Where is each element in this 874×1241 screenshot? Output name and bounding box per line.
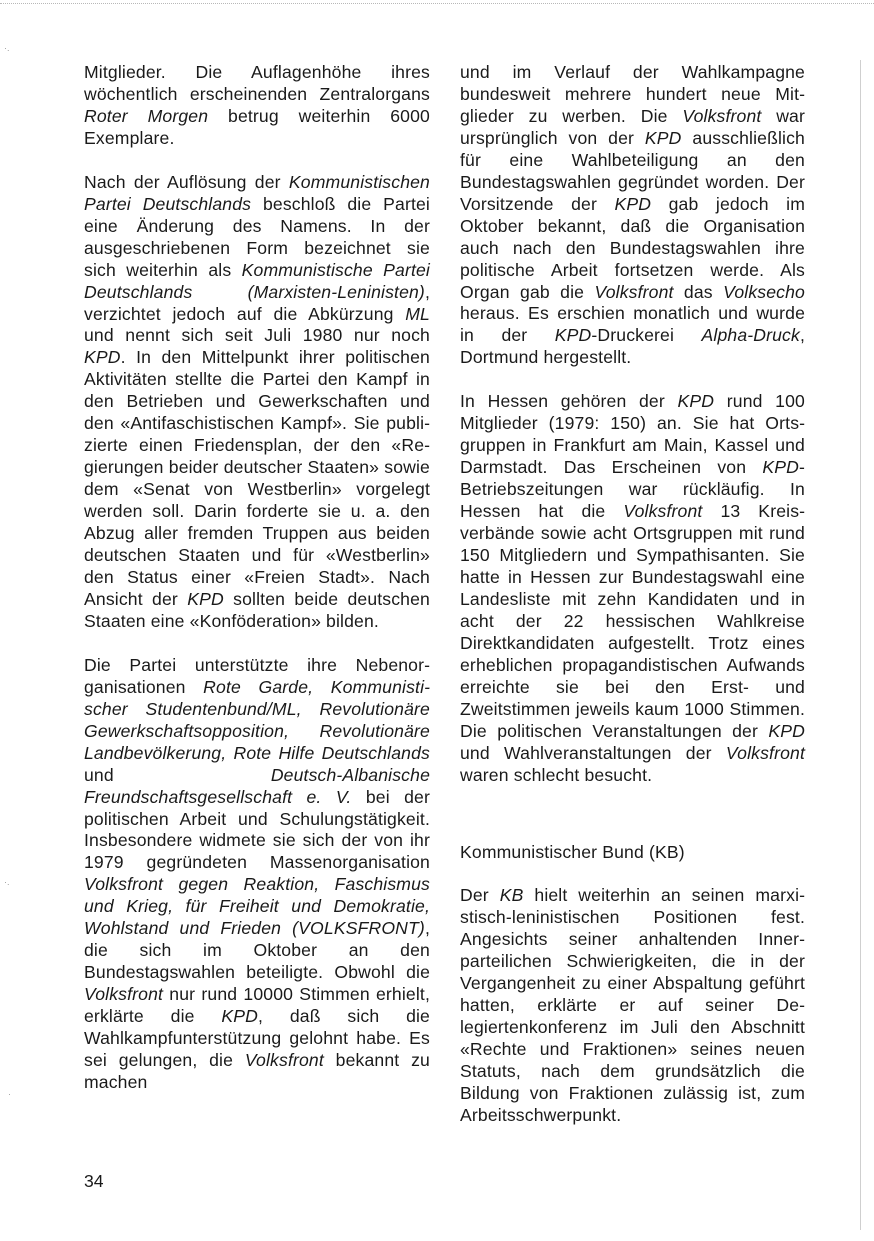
scan-right-edge: [860, 60, 861, 1230]
scan-speck: ·.: [4, 877, 10, 887]
scan-top-edge: [0, 3, 874, 4]
paragraph-roter-morgen: Mitglieder. Die Auflagenhöhe ihres wöchentlich erscheinenden Zentralorgans Roter Morgen betrug weiterhin 6000 Exemplare.: [84, 62, 430, 148]
page-number: 34: [84, 1171, 104, 1191]
right-column: [460, 62, 805, 1127]
paragraph-kb: Der KB hielt weiterhin an seinen marxistisch-leninistischen Positionen fest. Angesichts seiner anhaltenden Innerparteilichen Schwierigkeiten, die in der Vergangenheit zu einer Abspaltung geführt hatten, erklärte er auf seiner Delegiertenkonferenz im Juli den Abschnitt «Rechte und Fraktionen» seines neuen Statuts, nach dem grundsätzlich die Bildung von Fraktionen zulässig ist, zum Arbeitsschwerpunkt.: [460, 885, 805, 1125]
scan-speck: ·.: [4, 43, 10, 53]
paragraph-volksfront: und im Verlauf der Wahlkampagne bundesweit mehrere hundert neue Mitglieder zu werben. Die Volksfront war ursprünglich von der KPD ausschließlich für eine Wahlbeteiligung an den Bundestagswahlen gegründet worden. Der Vorsitzende der KPD gab jedoch im Oktober bekannt, daß die Organisation auch nach den Bundestagswahlen ihre politische Arbeit fortsetzen werde. Als Organ gab die Volksfront das Volksecho heraus. Es erschien monatlich und wurde in der KPD-Druckerei Alpha-Druck, Dortmund hergestellt.: [460, 62, 806, 368]
scan-speck: ·: [8, 1089, 11, 1099]
paragraph-nebenorganisationen: Die Partei unterstützte ihre Nebenorganisationen Rote Garde, Kommunistischer Studentenbund/ML, Revolutionäre Gewerkschaftsopposition, Revolutionäre Landbevölkerung, Rote Hilfe Deutschlands und Deutsch-Albanische Freundschaftsgesellschaft e. V. bei der politischen Arbeit und Schulungstätigkeit. Insbesondere widmete sie sich der von ihr 1979 gegründeten Massenorganisation Volksfront gegen Reaktion, Faschismus und Krieg, für Freiheit und Demokratie, Wohlstand und Frieden (VOLKSFRONT), die sich im Oktober an den Bundestagswahlen beteiligte. Obwohl die Volksfront nur rund 10000 Stimmen erhielt, erklärte die KPD, daß sich die Wahlkampfunterstützung gelohnt habe. Es sei gelungen, die Volksfront bekannt zu machen: [84, 654, 431, 1092]
section-heading-kb: Kommunistischer Bund (KB): [460, 841, 685, 862]
paragraph-namensaenderung: Nach der Auflösung der Kommunistischen Partei Deutschlands beschloß die Partei eine Änderung des Namens. In der ausgeschriebenen Form bezeichnet sie sich weiterhin als Kommunistische Partei Deutschlands (Marxisten-Leninisten), verzichtet jedoch auf die Abkürzung ML und nennt sich seit Juli 1980 nur noch KPD. In den Mittelpunkt ihrer politischen Aktivitäten stellte die Partei den Kampf in den Betrieben und Gewerkschaften und den «Antifaschistischen Kampf». Sie publizierte einen Friedensplan, der den «Regierungen beider deutscher Staaten» sowie dem «Senat von Westberlin» vorgelegt werden soll. Darin forderte sie u. a. den Abzug aller fremden Truppen aus beiden deutschen Staaten und für «Westberlin» den Status einer «Freien Stadt». Nach Ansicht der KPD sollten beide deutschen Staaten eine «Konföderation» bilden.: [84, 171, 430, 631]
left-column: [84, 62, 430, 1094]
paragraph-hessen: In Hessen gehören der KPD rund 100 Mitglieder (1979: 150) an. Sie hat Ortsgruppen in Frankfurt am Main, Kassel und Darmstadt. Das Erscheinen von KPD-Betriebszeitungen war rückläufig. In Hessen hat die Volksfront 13 Kreisverbände sowie acht Ortsgruppen mit rund 150 Mitgliedern und Sympathisanten. Sie hatte in Hessen zur Bundestagswahl eine Landesliste mit zehn Kandidaten und in acht der 22 hessischen Wahlkreise Direktkandidaten aufgestellt. Trotz eines erheblichen propagandistischen Aufwands erreichte sie bei den Erst- und Zweitstimmen jeweils kaum 1000 Stimmen. Die politischen Veranstaltungen der KPD und Wahlveranstaltungen der Volksfront waren schlecht besucht.: [460, 391, 805, 785]
